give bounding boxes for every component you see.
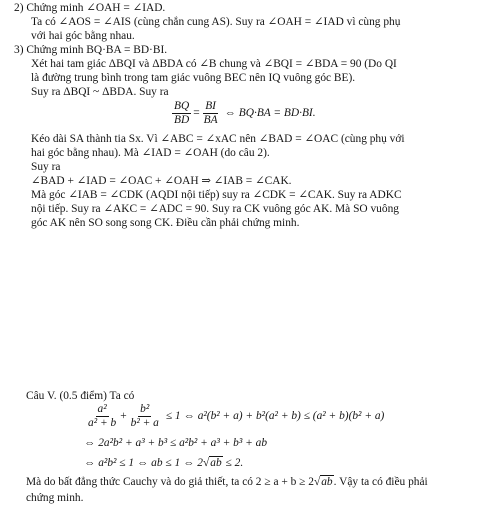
part-2-line-1: Ta có ∠AOS = ∠AIS (cùng chắn cung AS). Suy ra ∠OAH = ∠IAD vì cùng phụ: [31, 16, 401, 28]
part-3-line-1: Xét hai tam giác ΔBQI và ΔBDA có ∠B chung và ∠BQI = ∠BDA = 90 (Do QI: [31, 58, 397, 70]
part-3-line-5: hai góc bằng nhau). Mà ∠IAD = ∠OAH (do câu 2).: [31, 147, 270, 159]
fraction-denominator: BA: [203, 114, 218, 127]
inequality-line-2: ⇔ 2a²b² + a³ + b³ ≤ a²b² + a³ + b³ + ab: [84, 437, 268, 449]
fraction-a: [86, 403, 118, 431]
fraction-denominator: b² + a: [130, 417, 159, 430]
part-3-line-4: Kéo dài SA thành tia Sx. Vì ∠ABC = ∠xAC nên ∠BAD = ∠OAC (cùng phụ với: [31, 133, 405, 145]
fraction-bq-bd: [172, 100, 191, 128]
conclusion-text: . Vậy ta có điều phải: [333, 476, 428, 488]
fraction-denominator: BD: [174, 114, 190, 127]
part-3-line-6: Suy ra: [31, 161, 61, 173]
fraction-numerator: BI: [203, 100, 218, 114]
conclusion-line-2: chứng minh.: [26, 492, 84, 504]
question-5-label: Câu V. (0.5 điểm) Ta có: [26, 390, 135, 402]
fraction-numerator: b²: [138, 403, 151, 417]
part-3-heading: 3) Chứng minh BQ·BA = BD·BI.: [14, 44, 168, 56]
sqrt-radicand: ab: [210, 457, 222, 469]
part-3-line-3: Suy ra ΔBQI ~ ΔBDA. Suy ra: [31, 86, 169, 98]
inequality-tail: ≤ 1 ⇔ a²(b² + a) + b²(a² + b) ≤ (a² + b)(b² + a): [165, 410, 385, 423]
fraction-numerator: BQ: [172, 100, 191, 114]
part-3-line-10: góc AK nên SO song song CK. Điều cần phải chứng minh.: [31, 217, 300, 229]
fraction-numerator: a²: [96, 403, 109, 417]
fraction-b: [129, 403, 161, 431]
equals-sign: =: [193, 107, 200, 120]
part-3-line-8: Mà góc ∠IAB = ∠CDK (AQDI nội tiếp) suy ra ∠CDK = ∠CAK. Suy ra ADKC: [31, 189, 402, 201]
inequality-text: ≤ 2.: [222, 457, 244, 469]
part-3-line-7: ∠BAD + ∠IAD = ∠OAC + ∠OAH ⇒ ∠IAB = ∠CAK.: [31, 175, 292, 187]
conclusion-line-1: [26, 476, 428, 490]
part-2-line-2: với hai góc bằng nhau.: [31, 30, 135, 42]
conclusion-text: Mà do bất đẳng thức Cauchy và do giả thiết, ta có 2 ≥ a + b ≥ 2: [26, 476, 314, 488]
inequality-line-3: [84, 457, 243, 471]
sqrt-symbol: √: [313, 476, 321, 488]
equation-tail: ⇔ BQ·BA = BD·BI.: [224, 107, 316, 120]
part-3-line-9: nội tiếp. Suy ra ∠AKC = ∠ADC = 90. Suy ra CK vuông góc AK. Mà SO vuông: [31, 203, 399, 215]
sqrt-symbol: √: [203, 457, 210, 469]
plus-sign: +: [120, 410, 127, 423]
part-2-heading: 2) Chứng minh ∠OAH = ∠IAD.: [14, 2, 166, 14]
ratio-equation: [170, 100, 316, 128]
fraction-denominator: a² + b: [88, 417, 117, 430]
inequality-text: ⇔ a²b² ≤ 1 ⇔ ab ≤ 1 ⇔ 2: [84, 457, 204, 469]
inequality-line-1: [84, 403, 384, 431]
fraction-bi-ba: [202, 100, 220, 128]
sqrt-radicand: ab: [321, 476, 333, 488]
part-3-line-2: là đường trung bình trong tam giác vuông BEC nên IQ vuông góc BE).: [31, 72, 356, 84]
